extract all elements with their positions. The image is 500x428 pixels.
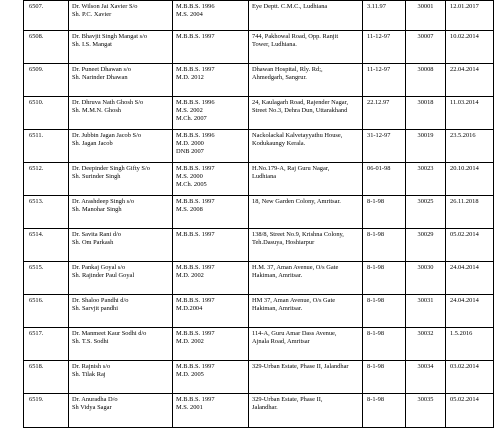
name-line: Sh. Narinder Dhawan bbox=[72, 74, 128, 81]
name-line: Sh. Surinder Singh bbox=[72, 173, 121, 180]
validity-date-cell: 11.03.2014 bbox=[446, 97, 494, 130]
qualification-line: M.D. 2000 bbox=[176, 140, 204, 147]
name-cell bbox=[69, 295, 173, 328]
qualification-cell bbox=[173, 394, 249, 428]
qualification-cell bbox=[173, 163, 249, 196]
qualification-line: M.S. 2002 bbox=[176, 107, 203, 114]
validity-date-cell: 24.04.2014 bbox=[446, 295, 494, 328]
address-cell bbox=[249, 1, 363, 31]
qualification-line: M.B.B.S. 1997 bbox=[176, 264, 215, 271]
qualification-line: M.B.B.S. 1997 bbox=[176, 33, 215, 40]
registration-date-cell: 22.12.97 bbox=[363, 97, 406, 130]
table-row bbox=[24, 196, 494, 229]
name-line: Sh. Tilak Raj bbox=[72, 371, 106, 378]
qualification-line: M.B.B.S. 1997 bbox=[176, 66, 215, 73]
qualification-line: M.B.B.S. 1997 bbox=[176, 231, 215, 238]
serial-number-cell: 6511. bbox=[24, 130, 69, 163]
registration-number-cell: 30030 bbox=[406, 262, 446, 295]
qualification-line: M.B.B.S. 1997 bbox=[176, 363, 215, 370]
name-line: Sh. Manohar Singh bbox=[72, 206, 122, 213]
registration-number-cell: 30001 bbox=[406, 1, 446, 31]
name-line: Dr. Wilson Jai Xavier S/o bbox=[72, 3, 138, 10]
address-line: H.M. 37, Aman Avenue, O/s Gate bbox=[252, 264, 339, 271]
table-row bbox=[24, 1, 494, 31]
validity-date-cell: 10.02.2014 bbox=[446, 31, 494, 64]
registration-number-cell: 30023 bbox=[406, 163, 446, 196]
qualification-line: DNB 2007 bbox=[176, 148, 204, 155]
validity-date-cell: 03.02.2014 bbox=[446, 361, 494, 394]
name-cell bbox=[69, 31, 173, 64]
qualification-line: M.B.B.S. 1997 bbox=[176, 297, 215, 304]
registration-number-cell: 30031 bbox=[406, 295, 446, 328]
qualification-line: M.B.B.S. 1997 bbox=[176, 165, 215, 172]
validity-date-cell: 05.02.2014 bbox=[446, 394, 494, 428]
qualification-cell bbox=[173, 130, 249, 163]
table-row bbox=[24, 130, 494, 163]
address-cell bbox=[249, 196, 363, 229]
address-line: Nackolackal Kalvetayyathu House, bbox=[252, 132, 343, 139]
address-line: 18, New Garden Colony, Amritsar. bbox=[252, 198, 341, 205]
name-cell bbox=[69, 130, 173, 163]
name-cell bbox=[69, 394, 173, 428]
name-line: Dr. Deepinder Singh Gifty S/o bbox=[72, 165, 150, 172]
address-line: Kodukaungy Kerala. bbox=[252, 140, 306, 147]
register-sheet bbox=[23, 0, 493, 428]
address-cell bbox=[249, 163, 363, 196]
qualification-line: M.B.B.S. 1996 bbox=[176, 3, 215, 10]
name-line: Sh. T.S. Sodhi bbox=[72, 338, 109, 345]
address-line: 329-Urban Estate, Phase II, bbox=[252, 396, 323, 403]
registration-date-cell: 8-1-98 bbox=[363, 262, 406, 295]
qualification-cell bbox=[173, 31, 249, 64]
address-line: Eye Deptt. C.M.C., Ludhiana bbox=[252, 3, 328, 10]
address-line: Hakiman, Amritsar. bbox=[252, 272, 303, 279]
name-cell bbox=[69, 1, 173, 31]
qualification-line: M.B.B.S. 1996 bbox=[176, 99, 215, 106]
table-body bbox=[24, 1, 494, 428]
address-line: Ludhiana bbox=[252, 173, 277, 180]
qualification-cell bbox=[173, 64, 249, 97]
table-row bbox=[24, 97, 494, 130]
qualification-line: M.Ch. 2007 bbox=[176, 115, 207, 122]
registration-number-cell: 30032 bbox=[406, 328, 446, 361]
address-line: 24, Kaulagarh Road, Rajender Nagar, bbox=[252, 99, 349, 106]
qualification-cell bbox=[173, 295, 249, 328]
name-line: Dr. Pankaj Goyal s/o bbox=[72, 264, 126, 271]
name-line: Dr. Savita Rani d/o bbox=[72, 231, 121, 238]
validity-date-cell: 20.10.2014 bbox=[446, 163, 494, 196]
address-cell bbox=[249, 262, 363, 295]
serial-number-cell: 6519. bbox=[24, 394, 69, 428]
name-line: Dr. Bhavjit Singh Mangat s/o bbox=[72, 33, 148, 40]
qualification-line: M.D. 2002 bbox=[176, 338, 204, 345]
address-cell bbox=[249, 31, 363, 64]
address-line: Ahmedgarh, Sangrur. bbox=[252, 74, 307, 81]
registration-number-cell: 30029 bbox=[406, 229, 446, 262]
table-row bbox=[24, 31, 494, 64]
qualification-line: M.D. 2002 bbox=[176, 272, 204, 279]
registration-date-cell: 31-12-97 bbox=[363, 130, 406, 163]
table-row bbox=[24, 262, 494, 295]
qualification-cell bbox=[173, 361, 249, 394]
address-line: Ajnala Road, Amritsar bbox=[252, 338, 310, 345]
address-line: Street No.3, Dehra Dun, Uttarakhand bbox=[252, 107, 348, 114]
address-cell bbox=[249, 130, 363, 163]
name-line: Sh. Jagan Jacob bbox=[72, 140, 113, 147]
qualification-line: M.S. 2000 bbox=[176, 173, 203, 180]
name-line: Dr. Shaloo Pandhi d/o bbox=[72, 297, 129, 304]
address-line: Dhawan Hospital, Rly. Rd;, bbox=[252, 66, 323, 73]
address-line: H.No.179-A, Raj Guru Nagar, bbox=[252, 165, 330, 172]
table-row bbox=[24, 163, 494, 196]
qualification-line: M.B.B.S. 1997 bbox=[176, 198, 215, 205]
registration-date-cell: 8-1-98 bbox=[363, 229, 406, 262]
registration-number-cell: 30008 bbox=[406, 64, 446, 97]
registration-date-cell: 8-1-98 bbox=[363, 295, 406, 328]
doctor-register-table bbox=[23, 0, 494, 428]
name-line: Sh. Rajinder Paul Goyal bbox=[72, 272, 135, 279]
name-line: Dr. Manmeet Kaur Sodhi d/o bbox=[72, 330, 147, 337]
serial-number-cell: 6518. bbox=[24, 361, 69, 394]
name-line: Sh. Om Parkash bbox=[72, 239, 114, 246]
registration-date-cell: 8-1-98 bbox=[363, 196, 406, 229]
name-cell bbox=[69, 196, 173, 229]
serial-number-cell: 6515. bbox=[24, 262, 69, 295]
serial-number-cell: 6513. bbox=[24, 196, 69, 229]
address-cell bbox=[249, 229, 363, 262]
table-row bbox=[24, 295, 494, 328]
address-cell bbox=[249, 64, 363, 97]
name-line: Sh. M.M.N. Ghosh bbox=[72, 107, 122, 114]
registration-number-cell: 30007 bbox=[406, 31, 446, 64]
qualification-line: M.S. 2008 bbox=[176, 206, 203, 213]
name-line: Sh. I.S. Mangat bbox=[72, 41, 112, 48]
validity-date-cell: 05.02.2014 bbox=[446, 229, 494, 262]
qualification-line: M.B.B.S. 1997 bbox=[176, 396, 215, 403]
registration-number-cell: 30025 bbox=[406, 196, 446, 229]
qualification-line: M.B.B.S. 1997 bbox=[176, 330, 215, 337]
name-line: Dr. Arashdeep Singh s/o bbox=[72, 198, 135, 205]
name-line: Sh. P.C. Xavier bbox=[72, 11, 112, 18]
name-cell bbox=[69, 262, 173, 295]
qualification-line: M.Ch. 2005 bbox=[176, 181, 207, 188]
qualification-cell bbox=[173, 262, 249, 295]
validity-date-cell: 26.11.2018 bbox=[446, 196, 494, 229]
qualification-line: M.B.B.S. 1996 bbox=[176, 132, 215, 139]
address-cell bbox=[249, 97, 363, 130]
serial-number-cell: 6517. bbox=[24, 328, 69, 361]
address-line: Jalandhar. bbox=[252, 404, 278, 411]
name-line: Sh. Sarvjit pandhi bbox=[72, 305, 118, 312]
registration-number-cell: 30019 bbox=[406, 130, 446, 163]
serial-number-cell: 6516. bbox=[24, 295, 69, 328]
registration-date-cell: 8-1-98 bbox=[363, 328, 406, 361]
registration-date-cell: 8-1-98 bbox=[363, 361, 406, 394]
address-line: 329-Urban Estate, Phase II, Jalandhar bbox=[252, 363, 349, 370]
address-line: 744, Pakhowal Road, Opp. Ranjit bbox=[252, 33, 339, 40]
name-cell bbox=[69, 97, 173, 130]
serial-number-cell: 6509. bbox=[24, 64, 69, 97]
qualification-cell bbox=[173, 97, 249, 130]
name-line: Dr. Dhruva Nath Ghosh S/o bbox=[72, 99, 144, 106]
registration-number-cell: 30035 bbox=[406, 394, 446, 428]
name-line: Dr. Rajnish s/o bbox=[72, 363, 111, 370]
validity-date-cell: 12.01.2017 bbox=[446, 1, 494, 31]
registration-date-cell: 06-01-98 bbox=[363, 163, 406, 196]
qualification-cell bbox=[173, 328, 249, 361]
qualification-line: M.D. 2005 bbox=[176, 371, 204, 378]
address-line: 114-A, Guru Amar Dass Avenue, bbox=[252, 330, 337, 337]
address-line: Teh.Dasuya, Hoshiarpur bbox=[252, 239, 315, 246]
registration-date-cell: 11-12-97 bbox=[363, 31, 406, 64]
address-cell bbox=[249, 361, 363, 394]
table-row bbox=[24, 328, 494, 361]
serial-number-cell: 6512. bbox=[24, 163, 69, 196]
serial-number-cell: 6514. bbox=[24, 229, 69, 262]
table-row bbox=[24, 361, 494, 394]
registration-number-cell: 30018 bbox=[406, 97, 446, 130]
qualification-line: M.D. 2012 bbox=[176, 74, 204, 81]
name-line: Dr. Puneet Dhawan s/o bbox=[72, 66, 131, 73]
serial-number-cell: 6507. bbox=[24, 1, 69, 31]
table-row bbox=[24, 394, 494, 428]
address-line: Tower, Ludhiana. bbox=[252, 41, 297, 48]
qualification-cell bbox=[173, 1, 249, 31]
registration-number-cell: 30034 bbox=[406, 361, 446, 394]
validity-date-cell: 23.5.2016 bbox=[446, 130, 494, 163]
name-cell bbox=[69, 229, 173, 262]
name-cell bbox=[69, 328, 173, 361]
address-line: 138/8, Street No.9, Krishna Colony, bbox=[252, 231, 344, 238]
address-cell bbox=[249, 295, 363, 328]
serial-number-cell: 6508. bbox=[24, 31, 69, 64]
address-cell bbox=[249, 328, 363, 361]
validity-date-cell: 24.04.2014 bbox=[446, 262, 494, 295]
name-line: Dr. Anuradha D/o bbox=[72, 396, 118, 403]
name-line: Dr. Jubbin Jagan Jacob S/o bbox=[72, 132, 142, 139]
serial-number-cell: 6510. bbox=[24, 97, 69, 130]
address-cell bbox=[249, 394, 363, 428]
validity-date-cell: 1.5.2016 bbox=[446, 328, 494, 361]
qualification-line: M.S. 2001 bbox=[176, 404, 203, 411]
name-cell bbox=[69, 361, 173, 394]
validity-date-cell: 22.04.2014 bbox=[446, 64, 494, 97]
name-cell bbox=[69, 64, 173, 97]
address-line: HM 37, Aman Avenue, O/s Gate bbox=[252, 297, 336, 304]
address-line: Hakiman, Amritsar. bbox=[252, 305, 303, 312]
qualification-line: M.D.2004 bbox=[176, 305, 203, 312]
qualification-cell bbox=[173, 196, 249, 229]
name-line: Sh Vidya Sagar bbox=[72, 404, 112, 411]
registration-date-cell: 11-12-97 bbox=[363, 64, 406, 97]
registration-date-cell: 8-1-98 bbox=[363, 394, 406, 428]
qualification-cell bbox=[173, 229, 249, 262]
table-row bbox=[24, 64, 494, 97]
name-cell bbox=[69, 163, 173, 196]
registration-date-cell: 3.11.97 bbox=[363, 1, 406, 31]
table-row bbox=[24, 229, 494, 262]
qualification-line: M.S. 2004 bbox=[176, 11, 203, 18]
